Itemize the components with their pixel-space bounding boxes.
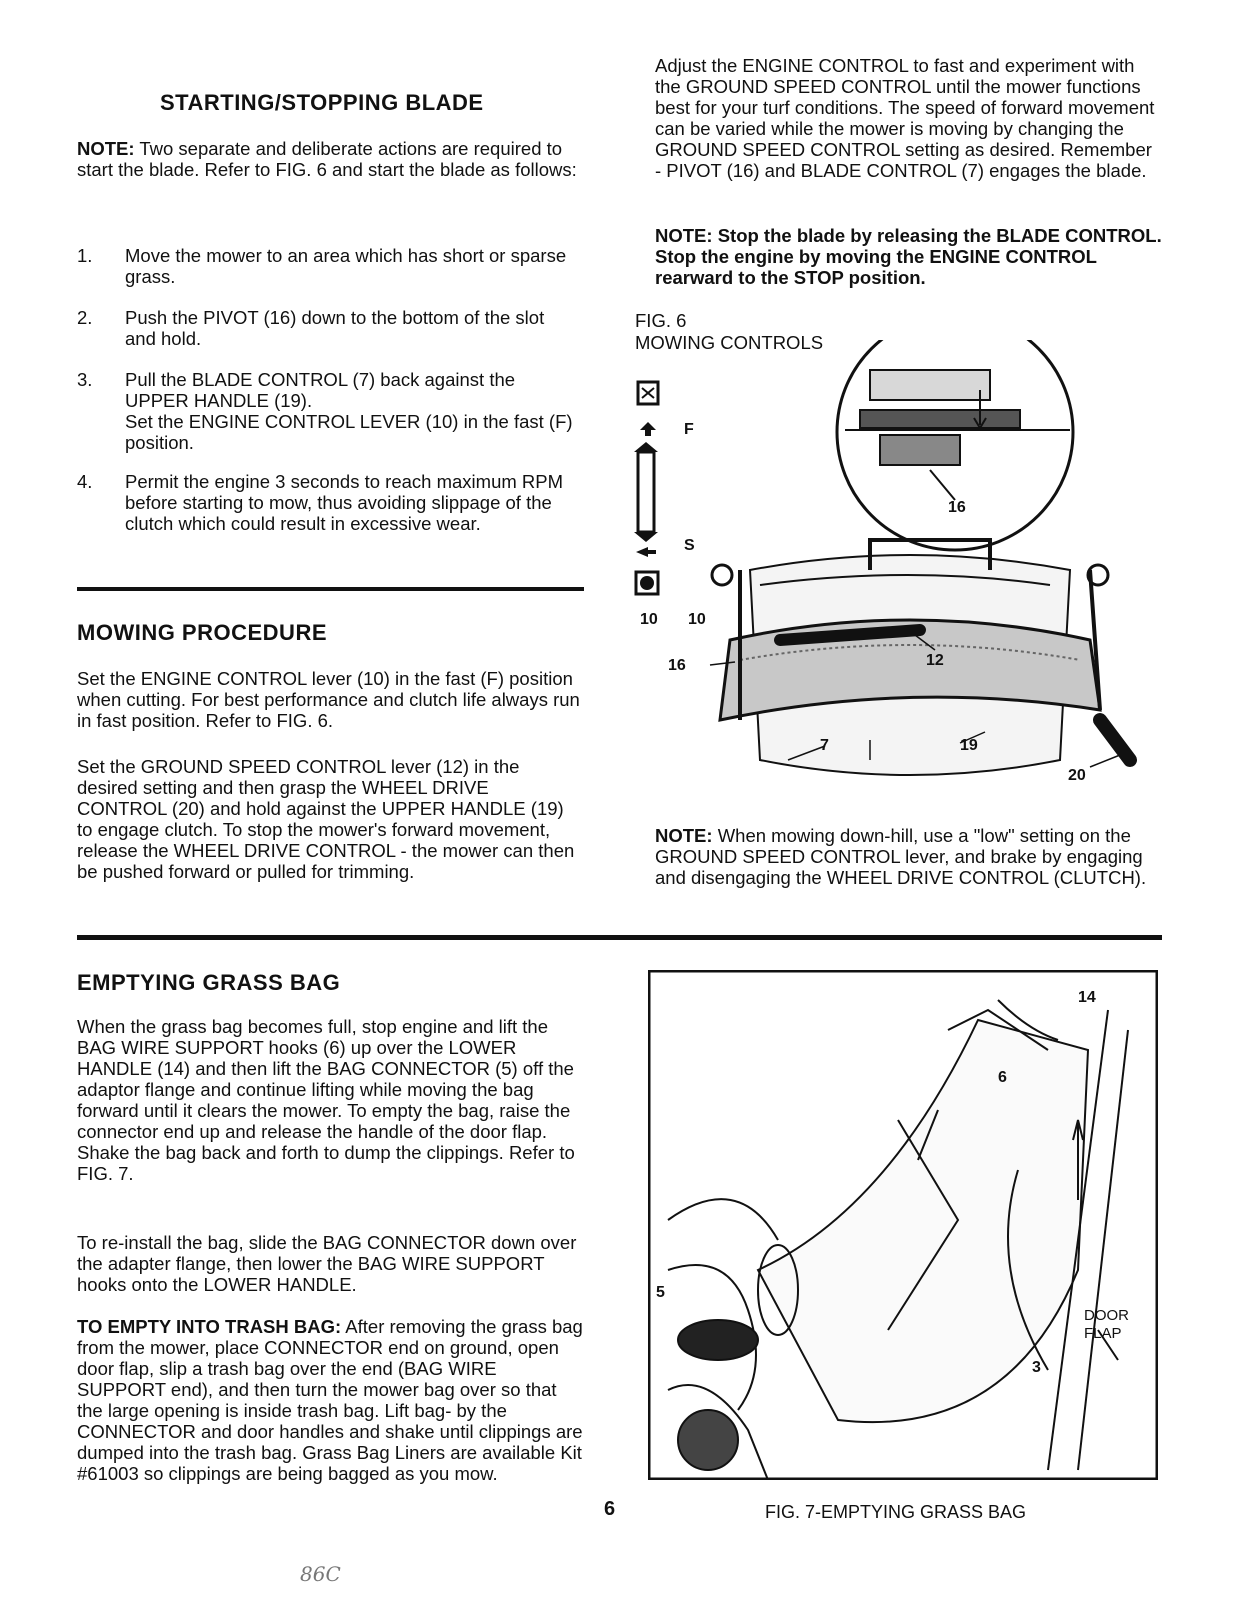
fig6-title: MOWING CONTROLS bbox=[635, 332, 824, 353]
fig6-label: FIG. 6 bbox=[635, 310, 687, 331]
callout-7: 7 bbox=[820, 737, 829, 754]
pivot-detail-circle bbox=[837, 340, 1073, 550]
step-3 bbox=[77, 369, 577, 453]
step-text: Pull the BLADE CONTROL (7) back against the UPPER HANDLE (19). bbox=[125, 369, 516, 411]
fig7-caption: FIG. 7-EMPTYING GRASS BAG bbox=[765, 1502, 1027, 1522]
step-2 bbox=[77, 307, 577, 349]
callout-14: 14 bbox=[1078, 989, 1096, 1006]
note-label: NOTE: bbox=[655, 825, 713, 846]
step-text: Move the mower to an area which has short or sparse grass. bbox=[125, 245, 567, 287]
heading-emptying-grass-bag: EMPTYING GRASS BAG bbox=[77, 970, 341, 995]
mowing-paragraph-1: Set the ENGINE CONTROL lever (10) in the fast (F) position when cutting. For best performance and clutch life always run in fast position. Refer to FIG. 6. bbox=[77, 668, 580, 731]
step-number: 4. bbox=[77, 471, 93, 492]
heading-mowing-procedure: MOWING PROCEDURE bbox=[77, 620, 327, 645]
callout-12: 12 bbox=[926, 652, 944, 669]
flap-label: FLAP bbox=[1084, 1325, 1122, 1342]
step-1 bbox=[77, 245, 577, 287]
callout-20: 20 bbox=[1068, 767, 1086, 784]
note-text: When mowing down-hill, use a "low" setting on the GROUND SPEED CONTROL lever, and brake by engaging and disengaging the WHEEL DRIVE CONTROL (CLUTCH). bbox=[655, 825, 1147, 888]
note-text: Two separate and deliberate actions are required to start the blade. Refer to FIG. 6 and start the blade as follows: bbox=[77, 138, 577, 180]
callout-5: 5 bbox=[656, 1284, 665, 1301]
mowing-paragraph-2: Set the GROUND SPEED CONTROL lever (12) in the desired setting and then grasp the WHEEL DRIVE CONTROL (20) and hold against the UPPER HANDLE (19) to engage clutch. To stop the mower's forward movement, release the WHEEL DRIVE CONTROL - the mower can then be pushed forward or pulled for trimming. bbox=[77, 756, 575, 882]
callout-10: 10 bbox=[688, 611, 706, 628]
callout-16: 16 bbox=[948, 499, 966, 516]
full-width-divider bbox=[77, 935, 1162, 940]
handwritten-note: 86C bbox=[300, 1562, 341, 1586]
trash-bag-paragraph bbox=[77, 1316, 587, 1484]
step-number: 2. bbox=[77, 307, 93, 328]
door-label: DOOR bbox=[1084, 1307, 1129, 1324]
trash-bag-label: TO EMPTY INTO TRASH BAG: bbox=[77, 1316, 342, 1337]
step-number: 3. bbox=[77, 369, 93, 390]
callout-19: 19 bbox=[960, 737, 978, 754]
fig7-emptying-grass-bag-illustration bbox=[648, 970, 1158, 1480]
callout-s: S bbox=[684, 537, 695, 554]
trash-bag-text: After removing the grass bag from the mower, place CONNECTOR end on ground, open door flap, slip a trash bag over the end (BAG WIRE SUPPORT end), and then turn the mower bag over so that the large opening is inside trash bag. Lift bag- by the CONNECTOR and door handles and shake until clippings are dumped into the trash bag. Grass Bag Liners are available Kit #61003 so clippings are being bagged as you mow. bbox=[77, 1316, 583, 1484]
speed-indicator-strip bbox=[634, 382, 658, 594]
callout-f: F bbox=[684, 421, 694, 438]
callout-3: 3 bbox=[1032, 1359, 1041, 1376]
callout-16: 16 bbox=[668, 657, 686, 674]
handle-assembly bbox=[712, 540, 1130, 775]
starting-steps bbox=[77, 245, 587, 565]
page-number: 6 bbox=[604, 1498, 616, 1520]
heading-starting-stopping-blade: STARTING/STOPPING BLADE bbox=[160, 90, 484, 115]
step-4 bbox=[77, 471, 577, 534]
emptying-paragraph-2: To re-install the bag, slide the BAG CONNECTOR down over the adapter flange, then lower the BAG WIRE SUPPORT hooks onto the LOWER HANDLE. bbox=[77, 1232, 577, 1295]
step-text: Push the PIVOT (16) down to the bottom of the slot and hold. bbox=[125, 307, 545, 349]
note-label: NOTE: bbox=[77, 138, 135, 159]
fig6-mowing-controls-illustration bbox=[630, 340, 1170, 800]
step-text: Permit the engine 3 seconds to reach maximum RPM before starting to mow, thus avoiding slippage of the clutch which could result in excessive wear. bbox=[125, 471, 564, 534]
step-text-2: Set the ENGINE CONTROL LEVER (10) in the fast (F) position. bbox=[125, 411, 573, 453]
section-divider bbox=[77, 587, 584, 591]
downhill-note bbox=[655, 825, 1160, 888]
callout-10: 10 bbox=[640, 611, 658, 628]
step-number: 1. bbox=[77, 245, 93, 266]
callout-6: 6 bbox=[998, 1069, 1007, 1086]
stop-blade-note: NOTE: Stop the blade by releasing the BLADE CONTROL. Stop the engine by moving the ENGINE CONTROL rearward to the STOP position. bbox=[655, 225, 1162, 288]
emptying-paragraph-1: When the grass bag becomes full, stop engine and lift the BAG WIRE SUPPORT hooks (6) up over the LOWER HANDLE (14) and then lift the BAG CONNECTOR (5) off the adaptor flange and continue lifting while moving the bag forward until it clears the mower. To empty the bag, raise the connector end up and release the handle of the door flap. Shake the bag back and forth to dump the clippings. Refer to FIG. 7. bbox=[77, 1016, 575, 1184]
starting-note bbox=[77, 138, 577, 180]
adjust-paragraph: Adjust the ENGINE CONTROL to fast and experiment with the GROUND SPEED CONTROL until the mower functions best for your turf conditions. The speed of forward movement can be varied while the mower is moving by changing the GROUND SPEED CONTROL setting as desired. Remember - PIVOT (16) and BLADE CONTROL (7) engages the blade. bbox=[655, 55, 1155, 181]
